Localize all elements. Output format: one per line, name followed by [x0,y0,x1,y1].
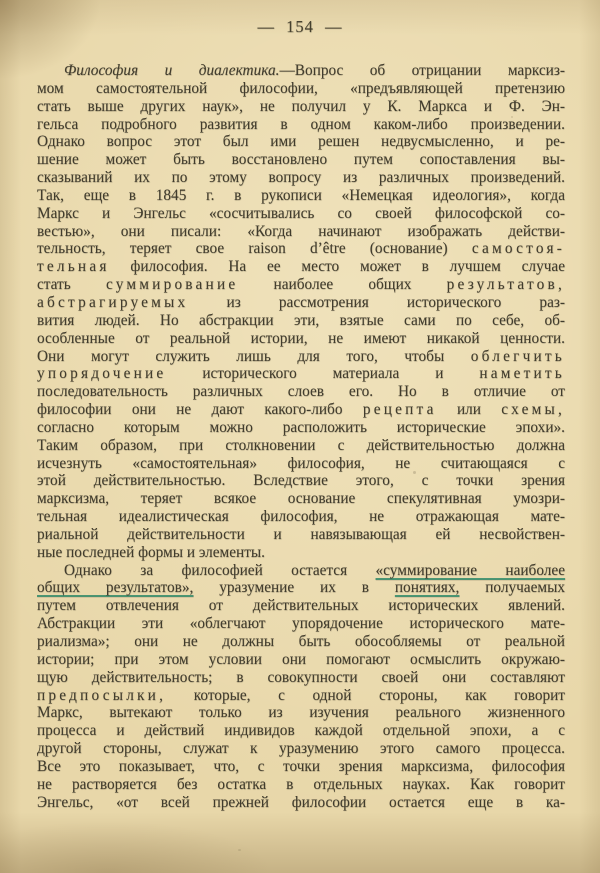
text-segment: из рассмотрения исторического раз- [188,293,565,311]
text-line [37,794,565,812]
text-segment: истории; при этом условии они помогают осмыслить окружаю- [37,650,565,668]
text-line [37,348,565,366]
text-segment: стать [37,276,106,294]
text-segment: стать выше других наук», не получил у К. Маркса и Ф. Эн- [37,97,565,115]
text-line [37,205,565,223]
text-line [37,223,565,241]
text-segment: —Вопрос об отрицании марксиз- [279,62,566,79]
emphasized-spaced-text: самостоя- [471,240,565,258]
text-segment: не растворяется без остатка в отдельных науках. Как говорит [37,775,565,793]
text-line [37,615,565,633]
text-line [37,401,565,419]
text-line [37,330,565,348]
text-segment: путем отвлечения от действительных исторических явлений. [37,597,565,615]
text-line [37,276,565,294]
text-line [37,133,565,151]
text-line [37,80,565,98]
text-segment: Однако за философией остается [64,561,376,579]
text-segment: наиболее общих [238,276,447,294]
text-segment: вития людей. Но абстракции эти, взятые сами по себе, об- [37,311,565,329]
page-number: — 154 — [257,17,343,36]
text-line [37,562,565,580]
text-segment: Все это показывает, что, с точки зрения марксизма, философия [37,757,565,775]
text-segment: тельность, теряет свое raison d’être (основание) [37,240,472,258]
text-line [37,776,565,794]
text-segment: этой действительностью. Вследствие этого, с точки зрения [37,472,565,490]
text-segment: философия. На ее место может в лучшем случае [109,258,565,276]
text-line [37,687,565,705]
text-line [37,187,565,205]
text-segment: марксизма, теряет всякое основание спекулятивная умозри- [37,490,565,508]
text-line [37,312,565,330]
text-line [37,383,565,401]
text-line [37,151,565,169]
text-line [37,651,565,669]
text-segment: мом самостоятельной философии, «предъявляющей претензию [37,79,565,97]
text-segment: шение может быть восстановлено путем сопоставления вы- [37,151,565,169]
text-segment: другой стороны, служат к уразумению этого самого процесса. [37,740,565,758]
text-segment: Абстракции эти «облегчают упорядочение исторического мате- [37,615,565,633]
text-line [37,455,565,473]
emphasized-spaced-text: упорядочение [37,365,167,383]
scan-speck [413,471,416,474]
text-line [37,62,565,80]
text-line [37,704,565,722]
text-segment: щую действительность; в совокупности своей они составляют [37,668,565,686]
emphasized-spaced-text: схемы, [501,401,566,419]
text-segment: сказываний их по этому вопросу из различных произведений. [37,169,565,187]
text-line [37,758,565,776]
text-line [37,437,565,455]
text-segment: согласно которым можно расположить исторические эпохи». [37,418,565,436]
text-segment: процесса и действий индивидов каждой отдельной эпохи, а с [37,722,565,740]
text-segment: последовательность различных слоев его. Но в отличие от [37,383,565,401]
text-line [37,116,565,134]
text-line [37,490,565,508]
text-line [37,294,565,312]
text-segment: уразумение их в [193,579,395,597]
scan-speck [511,116,513,118]
text-segment: особленные от реальной истории, не имеют никакой ценности. [37,329,565,347]
chapter-heading-italic: Философия и диалектика. [64,62,280,79]
text-segment: Так, еще в 1845 г. в рукописи «Немецкая идеология», когда [37,186,565,204]
text-segment: исчезнуть «самостоятельная» философия, не считающаяся с [37,454,565,472]
text-segment: риальной действительности и навязывающая ей несвойствен- [37,525,565,543]
text-segment: тельная идеалистическая философия, не отражающая мате- [37,508,565,526]
text-line [37,169,565,187]
text-segment: риализма»; они не должны быть обособляемы от реальной [37,633,565,650]
text-segment: Таким образом, при столкновении с действительностью должна [37,436,565,454]
pencil-underlined-text: понятиях, [394,579,460,597]
scan-speck [238,849,241,851]
text-line [37,669,565,687]
text-block [37,62,565,811]
text-segment: получаемых [459,579,565,597]
emphasized-spaced-text: суммирование [105,276,239,294]
emphasized-spaced-text: тельная [37,258,110,276]
text-line [37,544,565,562]
text-segment: исторического материала и [166,365,480,383]
text-segment: Энгельс, «от всей прежней философии остается еще в ка- [37,793,565,811]
emphasized-spaced-text: облегчить [470,347,565,365]
text-line [37,98,565,116]
text-line [37,365,565,383]
text-line [37,472,565,490]
pencil-underlined-text: общих результатов», [37,579,194,597]
text-segment: философии они не дают какого-либо [37,401,363,419]
text-line [37,240,565,258]
emphasized-spaced-text: абстрагируемых [37,293,189,311]
text-segment: гельса подробного развития в одном каком-либо произведении. [37,115,565,133]
text-line [37,740,565,758]
text-line [37,508,565,526]
emphasized-spaced-text: рецепта [362,401,437,419]
text-line [37,258,565,276]
emphasized-spaced-text: результатов, [446,276,565,294]
text-segment: Они могут служить лишь для того, чтобы [37,347,471,365]
text-segment: которые, с одной стороны, как говорит [166,686,565,704]
text-segment: ные последней формы и элементы. [37,543,265,561]
pencil-underlined-text: «суммирование наиболее [375,561,565,579]
text-line [37,597,565,615]
text-segment: Маркс, вытекают только из изучения реального жизненного [37,704,565,722]
text-segment: Маркс и Энгельс «сосчитывались со своей философской со- [37,204,565,222]
text-line [37,722,565,740]
emphasized-spaced-text: предпосылки, [37,686,167,704]
text-line [37,419,565,437]
text-segment: Однако вопрос этот был ими решен недвусмысленно, и ре- [37,133,565,151]
text-segment: вестью», они писали: «Когда начинают изображать действи- [37,222,565,240]
text-line [37,526,565,544]
text-line [37,633,565,651]
emphasized-spaced-text: наметить [479,365,565,383]
text-segment: или [436,401,502,419]
text-line [37,579,565,597]
